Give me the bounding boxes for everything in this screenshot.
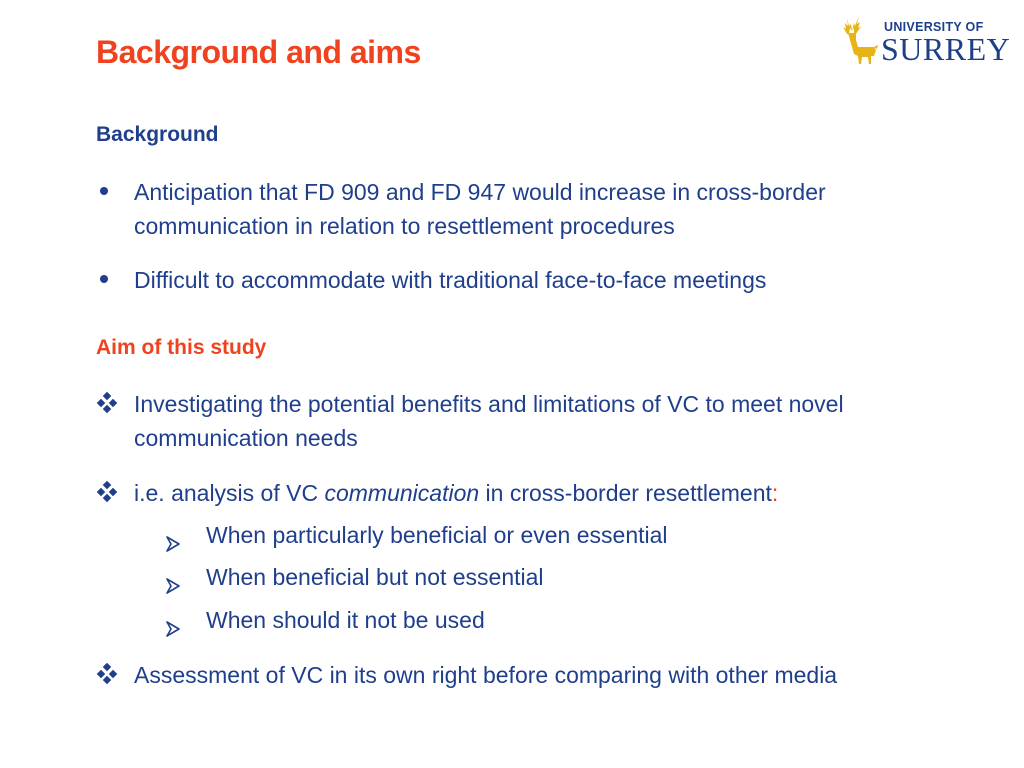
aim-sub-point (166, 560, 544, 594)
logo-surrey-text: SURREY (881, 31, 1011, 67)
aim-sub-point (166, 603, 485, 637)
arrowhead-bullet-icon (166, 569, 180, 603)
aim-sub-point-text: When should it not be used (206, 607, 485, 633)
aim-point-emphasis: communication (324, 480, 480, 506)
background-heading: Background (96, 123, 219, 146)
aim-point (96, 387, 976, 455)
aim-point (96, 658, 976, 692)
slide-title: Background and aims (96, 34, 421, 70)
aim-sub-point-text: When particularly beneficial or even essential (206, 522, 668, 548)
aim-point-colon: : (771, 480, 779, 506)
aim-point-text-end: in cross-border resettlement (479, 480, 772, 506)
arrowhead-bullet-icon (166, 527, 180, 561)
arrowhead-bullet-icon (166, 612, 180, 646)
background-bullet (96, 263, 976, 297)
diamond-bullet-icon (96, 658, 126, 694)
background-bullet (96, 175, 976, 243)
bullet-dot-icon (100, 275, 108, 283)
logo-university-text: UNIVERSITY OF (884, 20, 984, 34)
aim-point-text (134, 476, 976, 510)
background-bullet-text: Anticipation that FD 909 and FD 947 would increase in cross-border communication in relation to resettlement procedures (134, 179, 826, 239)
university-logo (834, 14, 1010, 68)
diamond-bullet-icon (96, 476, 126, 512)
stag-icon (834, 14, 880, 68)
aim-sub-point (166, 518, 668, 552)
aim-point-text-start: i.e. analysis of VC (134, 480, 325, 506)
diamond-bullet-icon (96, 387, 126, 423)
aim-heading: Aim of this study (96, 336, 267, 359)
background-bullet-text: Difficult to accommodate with traditional face-to-face meetings (134, 267, 767, 293)
aim-sub-point-text: When beneficial but not essential (206, 564, 544, 590)
bullet-dot-icon (100, 187, 108, 195)
aim-point (96, 476, 976, 510)
aim-point-text: Investigating the potential benefits and limitations of VC to meet novel communication needs (134, 391, 844, 451)
aim-point-text: Assessment of VC in its own right before comparing with other media (134, 662, 838, 688)
